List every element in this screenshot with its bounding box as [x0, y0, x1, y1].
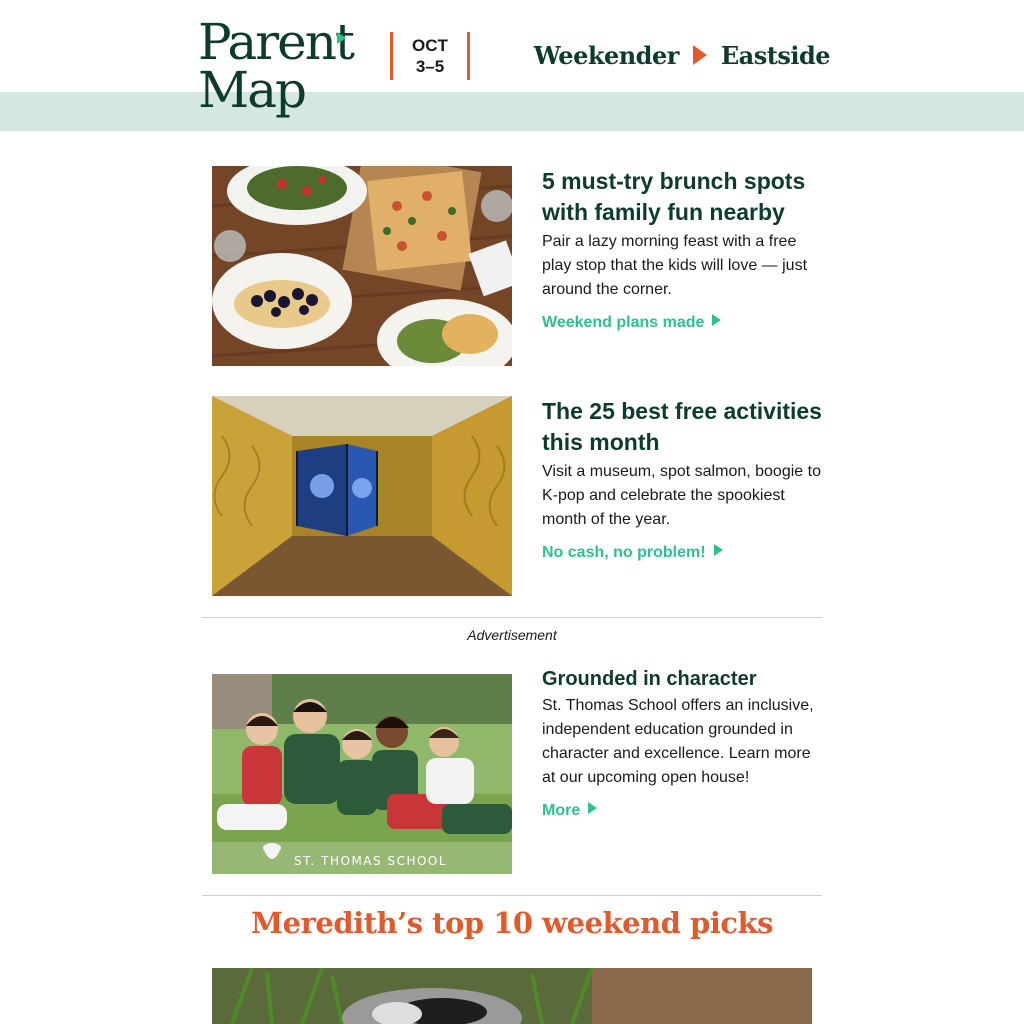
cta-label: No cash, no problem!: [542, 544, 706, 561]
cta-arrow-icon: [588, 802, 597, 814]
cta-arrow-icon: [714, 544, 723, 556]
email-header: [0, 0, 1024, 92]
story-text: [542, 166, 824, 334]
story-body: Visit a museum, spot salmon, boogie to K-pop and celebrate the spookiest month of the year.: [542, 463, 821, 528]
date-month: OCT: [412, 36, 448, 55]
edition-name: Weekender: [533, 40, 679, 70]
story-title[interactable]: The 25 best free activities this month: [542, 398, 822, 455]
header-band: [0, 92, 1024, 131]
ad-cta-link[interactable]: [542, 800, 597, 822]
cta-label: More: [542, 802, 581, 819]
story-cta-link[interactable]: [542, 312, 721, 334]
parentmap-logo[interactable]: [198, 14, 358, 124]
ad-body: St. Thomas School offers an inclusive, independent education grounded in character and excellence. Learn more at our upcoming open house!: [542, 697, 814, 786]
edition-arrow-icon: [693, 45, 707, 65]
date-range: [390, 32, 470, 80]
story-card: [212, 166, 824, 366]
logo-arrow-icon: [337, 32, 346, 44]
ad-title[interactable]: Grounded in character: [542, 668, 757, 690]
story-title[interactable]: 5 must-try brunch spots with family fun nearby: [542, 168, 806, 225]
museum-photo[interactable]: [212, 396, 512, 596]
school-kids-photo[interactable]: [212, 674, 512, 874]
edition-region: Eastside: [720, 40, 830, 70]
logo-line-2: Map: [198, 61, 306, 119]
ad-text: [542, 666, 824, 822]
section-heading: Meredith’s top 10 weekend picks: [251, 906, 773, 940]
ad-card: [212, 666, 824, 874]
edition-label: [534, 38, 830, 72]
brunch-photo[interactable]: [212, 166, 512, 366]
story-cta-link[interactable]: [542, 542, 723, 564]
logo-line-1: Parent: [198, 13, 353, 71]
cta-label: Weekend plans made: [542, 314, 705, 331]
cta-arrow-icon: [712, 314, 721, 326]
advertisement-label: Advertisement: [467, 627, 557, 643]
divider: [202, 895, 822, 896]
divider: [202, 617, 822, 618]
image-caption: ST. THOMAS SCHOOL: [294, 854, 448, 868]
story-card: [212, 396, 824, 596]
story-text: [542, 396, 824, 564]
raccoon-photo[interactable]: [212, 968, 812, 1024]
date-days: 3–5: [415, 57, 445, 76]
story-body: Pair a lazy morning feast with a free play stop that the kids will love — just around the corner.: [542, 233, 808, 298]
